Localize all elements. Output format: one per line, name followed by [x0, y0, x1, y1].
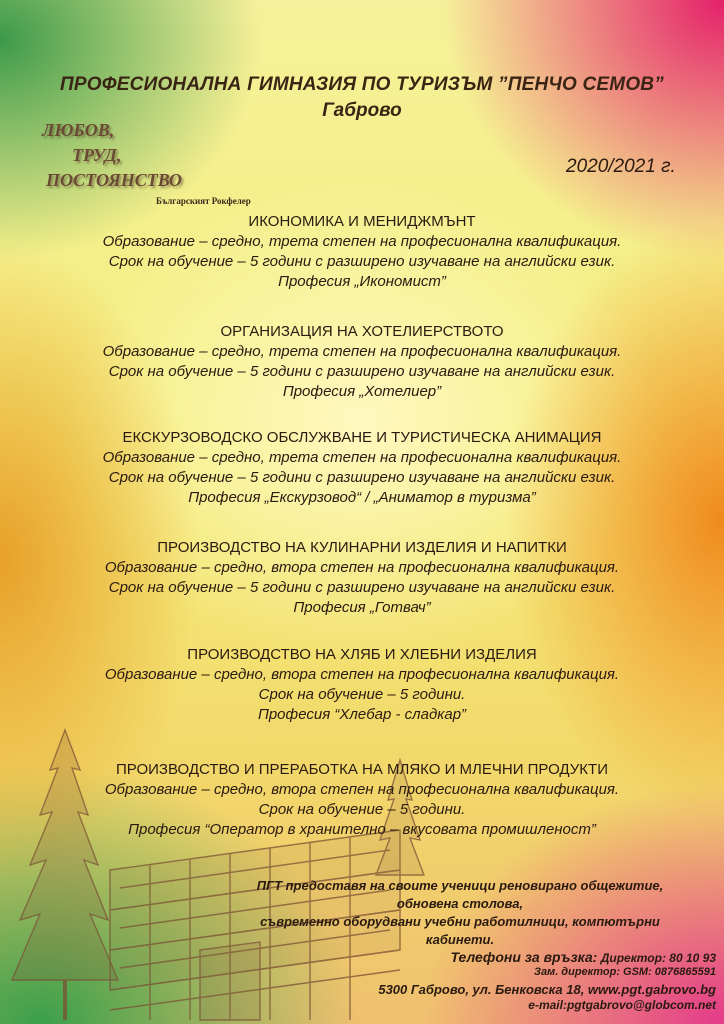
program-title: ПРОИЗВОДСТВО НА КУЛИНАРНИ ИЗДЕЛИЯ И НАПИТКИ: [157, 539, 567, 556]
motto-author: Българският Рокфелер: [156, 196, 251, 206]
address-line[interactable]: 5300 Габрово, ул. Бенковска 18, www.pgt.gabrovo.bg: [378, 982, 716, 997]
facilities-line-2: съвременно оборудвани учебни работилници, компютърни кабинети.: [260, 914, 660, 947]
program-education: Образование – средно, трета степен на професионална квалификация.: [102, 233, 622, 250]
program-profession: Професия „Екскурзовод“ / „Аниматор в туризма”: [188, 489, 536, 506]
program-title: ПРОИЗВОДСТВО НА ХЛЯБ И ХЛЕБНИ ИЗДЕЛИЯ: [187, 646, 537, 663]
program-title: ОРГАНИЗАЦИЯ НА ХОТЕЛИЕРСТВОТО: [220, 323, 504, 340]
program-economics: [0, 212, 724, 292]
program-title: ЕКСКУРЗОВОДСКО ОБСЛУЖВАНЕ И ТУРИСТИЧЕСКА АНИМАЦИЯ: [122, 429, 602, 446]
facilities-note: [230, 877, 690, 949]
program-hotel: [0, 322, 724, 402]
program-title: ИКОНОМИКА И МЕНИДЖМЪНТ: [248, 213, 476, 230]
program-duration: Срок на обучение – 5 години с разширено изучаване на английски език.: [108, 469, 616, 486]
program-education: Образование – средно, втора степен на професионална квалификация.: [104, 666, 620, 683]
program-title: ПРОИЗВОДСТВО И ПРЕРАБОТКА НА МЛЯКО И МЛЕЧНИ ПРОДУКТИ: [116, 761, 608, 778]
phones-label: Телефони за връзка:: [450, 949, 598, 965]
deputy-phone: Зам. директор: GSM: 0876865591: [533, 966, 716, 978]
program-dairy: [0, 760, 724, 840]
program-duration: Срок на обучение – 5 години.: [258, 801, 466, 818]
school-title: ПРОФЕСИОНАЛНА ГИМНАЗИЯ ПО ТУРИЗЪМ ”ПЕНЧО СЕМОВ”: [60, 74, 664, 95]
motto-line-1: ЛЮБОВ,: [42, 120, 115, 140]
program-duration: Срок на обучение – 5 години с разширено изучаване на английски език.: [108, 253, 616, 270]
program-duration: Срок на обучение – 5 години.: [258, 686, 466, 703]
phones-line: [450, 949, 716, 965]
facilities-line-1: ПГТ предоставя на своите ученици реновирано общежитие, обновена столова,: [256, 878, 664, 911]
program-duration: Срок на обучение – 5 години с разширено изучаване на английски език.: [108, 363, 616, 380]
program-profession: Професия “Хлебар - сладкар”: [257, 706, 467, 723]
email-link[interactable]: e-mail:pgtgabrovo@globcom.net: [528, 998, 716, 1012]
program-guide: [0, 428, 724, 508]
motto-line-3: ПОСТОЯНСТВО: [46, 170, 182, 190]
school-year: 2020/2021 г.: [566, 156, 676, 177]
program-culinary: [0, 538, 724, 618]
program-education: Образование – средно, втора степен на професионална квалификация.: [104, 559, 620, 576]
program-education: Образование – средно, трета степен на професионална квалификация.: [102, 449, 622, 466]
program-bakery: [0, 645, 724, 725]
program-profession: Професия „Хотелиер”: [282, 383, 442, 400]
program-education: Образование – средно, трета степен на професионална квалификация.: [102, 343, 622, 360]
program-education: Образование – средно, втора степен на професионална квалификация.: [104, 781, 620, 798]
director-phone: Директор: 80 10 93: [600, 951, 716, 965]
motto-line-2: ТРУД,: [72, 145, 122, 165]
program-profession: Професия „Готвач”: [293, 599, 431, 616]
program-profession: Професия “Оператор в хранително – вкусовата промишленост”: [128, 821, 596, 838]
program-profession: Професия „Икономист”: [278, 273, 446, 290]
program-duration: Срок на обучение – 5 години с разширено изучаване на английски език.: [108, 579, 616, 596]
city-name: Габрово: [322, 100, 402, 121]
